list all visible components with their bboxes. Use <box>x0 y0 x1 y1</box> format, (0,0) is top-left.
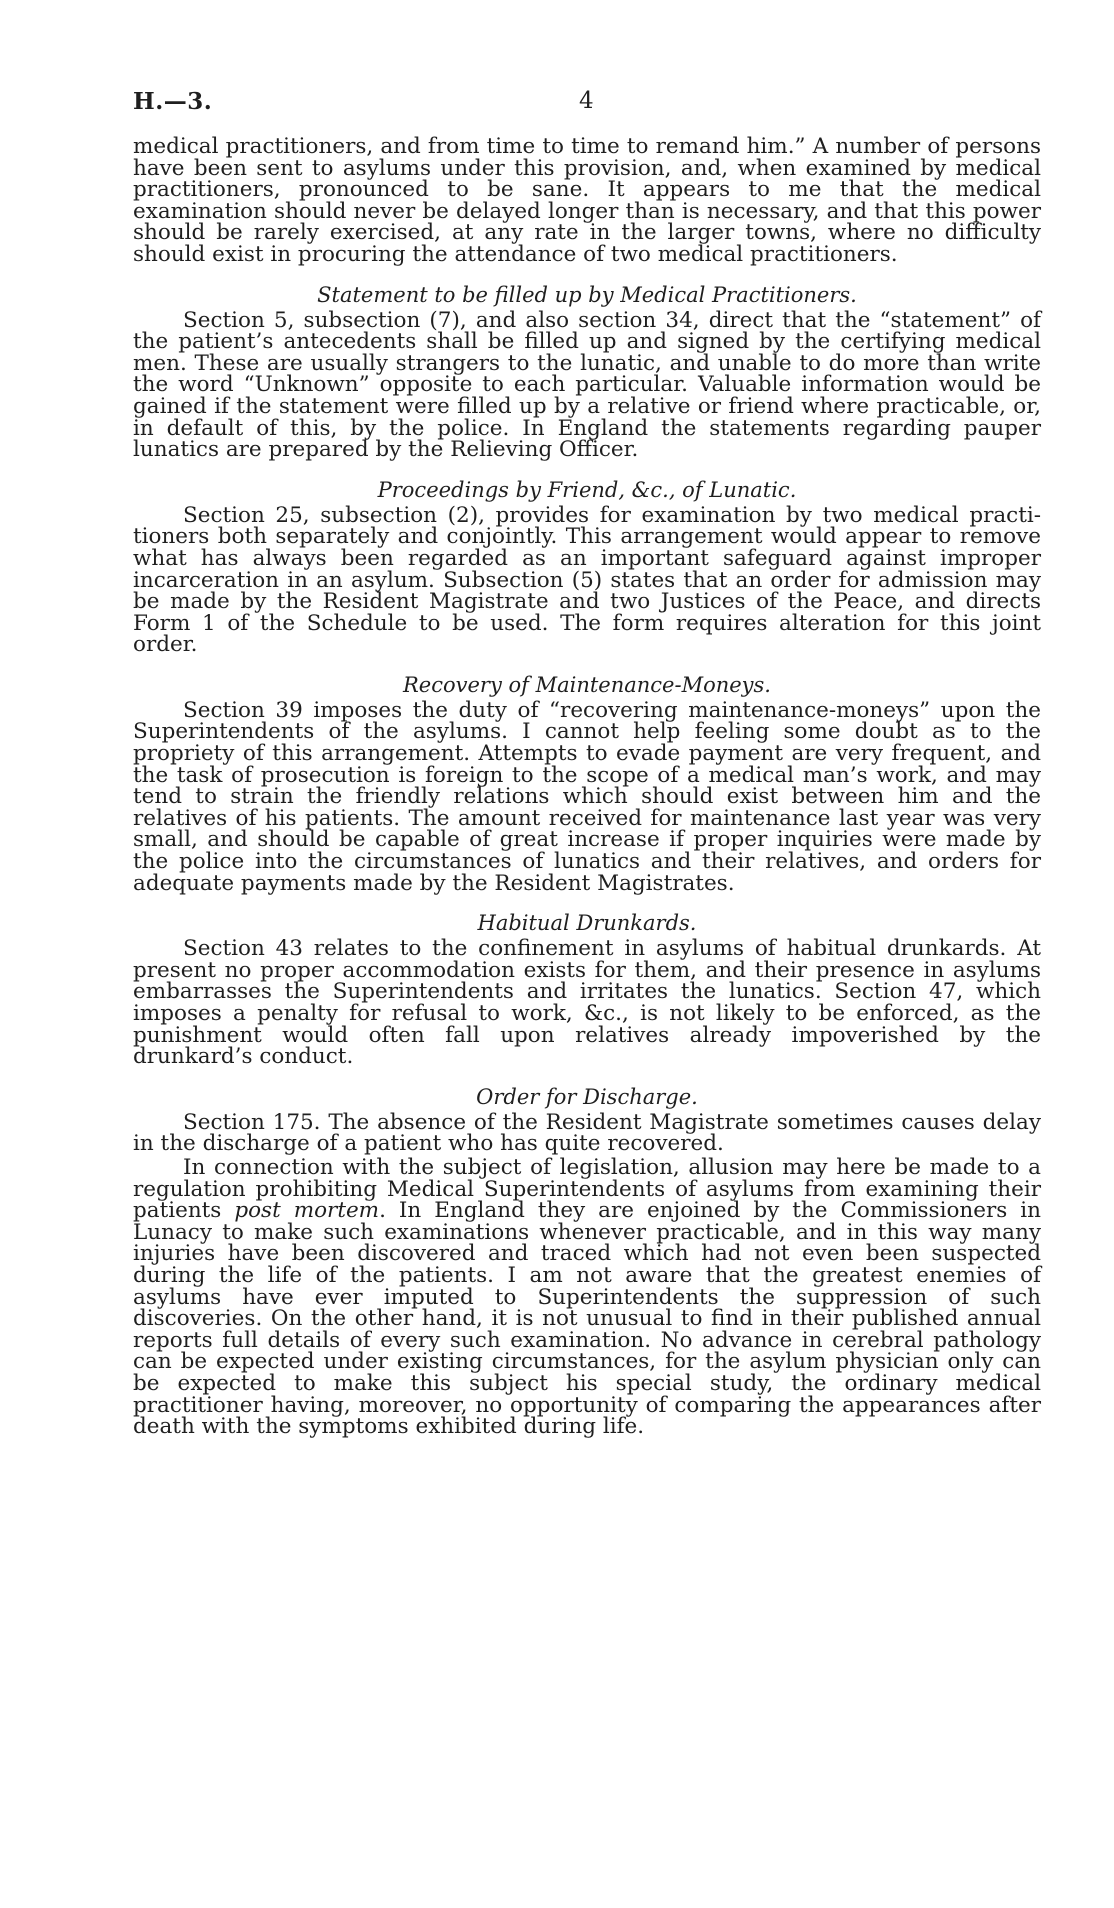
closing-italic-term: post mortem <box>234 1198 380 1224</box>
paragraph-statement: Section 5, subsection (7), and also section 34, direct that the “statement” of the patient’s antecedents shall be filled up and signed by the certifying medical men. These are usually strangers to the lunatic, and unable to do more than write the word “Unknown” opposite to each particular. Valuable information would be gained if the statement were filled up by a relative or friend where practicable, or, in default of this, by the police. In England the statements regarding pauper lunatics are prepared by the Relieving Officer. <box>133 307 1041 463</box>
section-heading-recovery: Recovery of Maintenance-Moneys. <box>402 672 771 697</box>
page-header <box>133 88 1041 120</box>
closing-text-end: . In England they are enjoined by the Commissioners in Lunacy to make such examinations whenever practicable, and in this way many injuries have been discovered and traced which had not even been suspected during the life of the patients. I am not aware that the greatest enemies of asylums have ever imputed to Superintendents the suppression of such discoveries. On the other hand, it is not unusual to find in their published annual reports full details of every such examination. No advance in cerebral pathology can be expected under existing circumstances, for the asylum physician only can be expected to make this subject his special study, the ordinary medical practitioner having, moreover, no opportunity of comparing the appearances after death with the symptoms exhibited during life. <box>133 1198 1041 1440</box>
body-text <box>133 136 1041 1438</box>
intro-paragraph: medical practitioners, and from time to time to remand him.” A number of persons have been sent to asylums under this provision, and, when examined by medical practitioners, pronounced to be sane. It appears to me that the medical examination should never be delayed longer than is necessary, and that this power should be rarely exercised, at any rate in the larger towns, where no difficulty should exist in procuring the attendance of two medical practitioners. <box>133 134 1041 267</box>
section-heading-proceedings: Proceedings by Friend, &c., of Lunatic. <box>377 477 797 502</box>
section-heading-statement: Statement to be filled up by Medical Practitioners. <box>317 282 857 307</box>
section-heading-drunkards: Habitual Drunkards. <box>477 911 697 936</box>
paragraph-recovery: Section 39 imposes the duty of “recovering maintenance-moneys” upon the Superintendents of the asylums. I cannot help feeling some doubt as to the propriety of this arrangement. Attempts to evade payment are very frequent, and the task of prosecution is foreign to the scope of a medical man’s work, and may tend to strain the friendly relations which should exist between him and the relatives of his patients. The amount received for maintenance last year was very small, and should be capable of great increase if proper inquiries were made by the police into the circumstances of lunatics and their relatives, and orders for adequate payments made by the Resident Magistrates. <box>133 697 1041 896</box>
document-id: H.—3. <box>133 88 213 115</box>
page-number: 4 <box>579 88 594 114</box>
paragraph-drunkards: Section 43 relates to the confinement in asylums of habitual drunkards. At present no proper accommodation exists for them, and their presence in asylums embarrasses the Superintendents and irritates the lunatics. Section 47, which imposes a penalty for refusal to work, &c., is not likely to be enforced, as the punishment would often fall upon relatives already impoverished by the drunkard’s conduct. <box>133 936 1041 1070</box>
closing-text-start: In connection with the subject of legislation, allusion may here be made to a regulation prohibiting Medical Superintendents of asylums from examining their patients <box>133 1154 1041 1224</box>
section-heading-discharge: Order for Discharge. <box>476 1084 698 1109</box>
paragraph-proceedings: Section 25, subsection (2), provides for examination by two medical practitioners both separately and conjointly. This arrangement would appear to remove what has always been regarded as an important safeguard against improper incarceration in an asylum. Subsection (5) states that an order for admission may be made by the Resident Magistrate and two Justices of the Peace, and directs Form 1 of the Schedule to be used. The form requires alteration for this joint order. <box>133 502 1041 658</box>
paragraph-discharge: Section 175. The absence of the Resident Magistrate sometimes causes delay in the discharge of a patient who has quite recovered. <box>133 1109 1041 1157</box>
paragraph-post-mortem <box>133 1154 1041 1440</box>
